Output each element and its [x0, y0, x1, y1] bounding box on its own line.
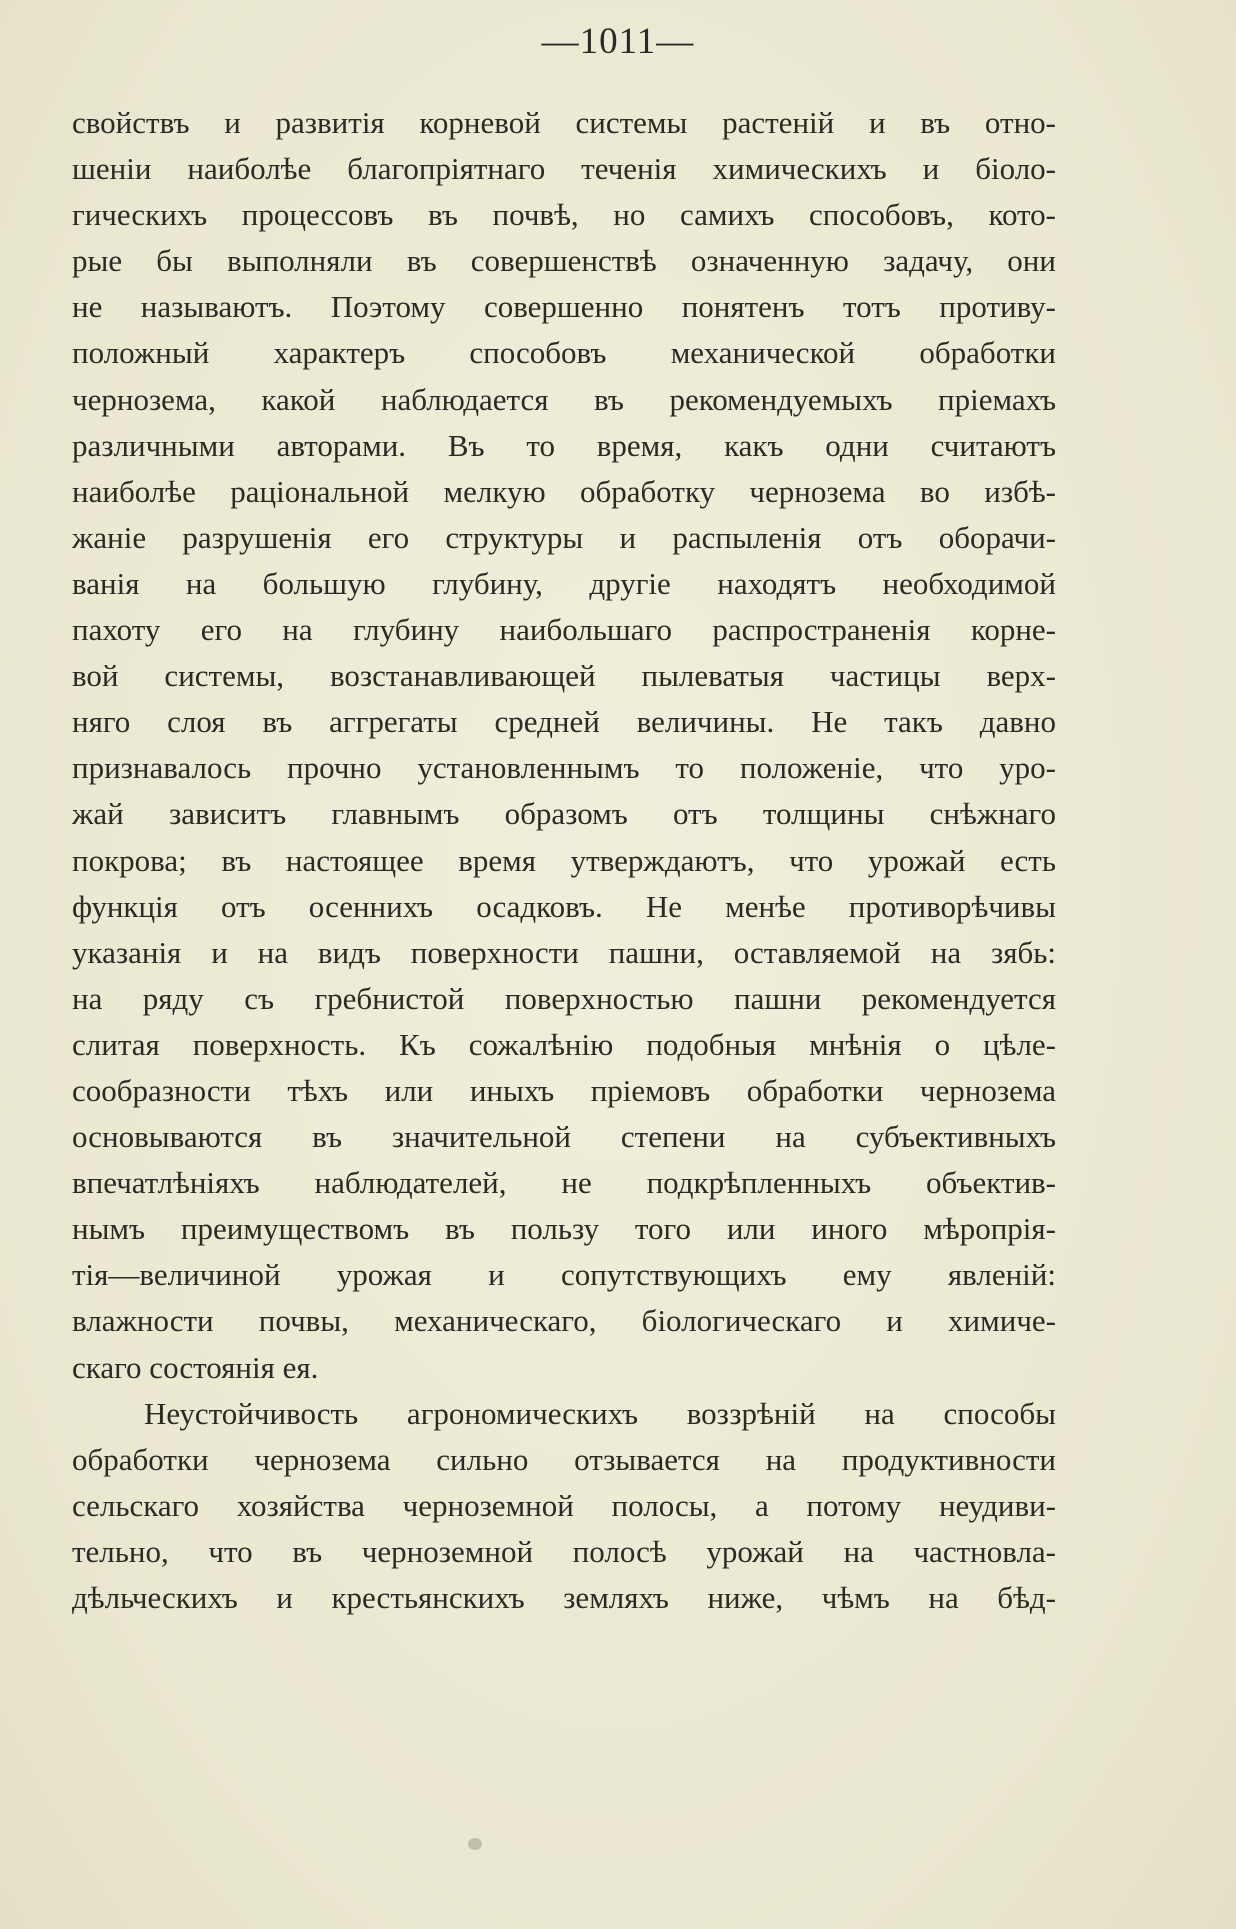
ink-smudge	[468, 1838, 482, 1850]
text-line: признавалось прочно установленнымъ то положеніе, что уро-	[72, 750, 1056, 786]
text-line: функція отъ осеннихъ осадковъ. Не менѣе противорѣчивы	[72, 888, 1056, 924]
body-text	[72, 100, 1056, 1621]
text-line: вой системы, возстанавливающей пылеватыя частицы верх-	[72, 658, 1056, 694]
text-line: влажности почвы, механическаго, біологическаго и химиче-	[72, 1303, 1056, 1339]
text-line: ванія на большую глубину, другіе находятъ необходимой	[72, 565, 1056, 601]
text-line: на ряду съ гребнистой поверхностью пашни рекомендуется	[72, 980, 1056, 1016]
text-line: гическихъ процессовъ въ почвѣ, но самихъ способовъ, кото-	[72, 197, 1056, 233]
text-line: свойствъ и развитія корневой системы растеній и въ отно-	[72, 105, 1056, 140]
text-line: няго слоя въ аггрегаты средней величины. Не такъ давно	[72, 704, 1056, 740]
text-line: наиболѣе раціональной мелкую обработку чернозема во избѣ-	[72, 473, 1056, 509]
text-line: скаго состоянія ея.	[72, 1349, 319, 1385]
text-line: тія—величиной урожая и сопутствующихъ ему явленій:	[72, 1257, 1056, 1293]
text-line: дѣльческихъ и крестьянскихъ земляхъ ниже, чѣмъ на бѣд-	[72, 1580, 1056, 1615]
text-line: обработки чернозема сильно отзывается на продуктивности	[72, 1441, 1056, 1477]
text-line: жаніе разрушенія его структуры и распыленія отъ оборачи-	[72, 519, 1056, 555]
text-line: рые бы выполняли въ совершенствѣ означенную задачу, они	[72, 243, 1056, 279]
page-number: —1011—	[541, 21, 695, 62]
text-line: впечатлѣніяхъ наблюдателей, не подкрѣпленныхъ объектив-	[72, 1165, 1056, 1201]
text-line: жай зависитъ главнымъ образомъ отъ толщины снѣжнаго	[72, 796, 1056, 832]
text-line: слитая поверхность. Къ сожалѣнію подобныя мнѣнія о цѣле-	[72, 1026, 1056, 1062]
text-line: не называютъ. Поэтому совершенно понятенъ тотъ противу-	[72, 289, 1056, 325]
text-line: сельскаго хозяйства черноземной полосы, а потому неудиви-	[72, 1487, 1056, 1523]
text-line: чернозема, какой наблюдается въ рекомендуемыхъ пріемахъ	[72, 381, 1056, 417]
text-line: положный характеръ способовъ механической обработки	[72, 335, 1056, 371]
text-line: указанія и на видъ поверхности пашни, оставляемой на зябь:	[72, 934, 1056, 970]
text-line: тельно, что въ черноземной полосѣ урожай на частновла-	[72, 1533, 1056, 1569]
paragraph-1	[72, 100, 1056, 1391]
text-line: пахоту его на глубину наибольшаго распространенія корне-	[72, 612, 1056, 648]
text-line: шеніи наиболѣе благопріятнаго теченія химическихъ и біоло-	[72, 151, 1056, 187]
text-line: сообразности тѣхъ или иныхъ пріемовъ обработки чернозема	[72, 1072, 1056, 1108]
text-line: основываются въ значительной степени на субъективныхъ	[72, 1119, 1056, 1155]
text-line: нымъ преимуществомъ въ пользу того или иного мѣропрія-	[72, 1211, 1056, 1247]
paragraph-2	[72, 1391, 1056, 1621]
text-line: различными авторами. Въ то время, какъ одни считаютъ	[72, 427, 1056, 463]
text-line: покрова; въ настоящее время утверждаютъ, что урожай есть	[72, 842, 1056, 878]
text-line: Неустойчивость агрономическихъ воззрѣній на способы	[144, 1395, 1056, 1431]
